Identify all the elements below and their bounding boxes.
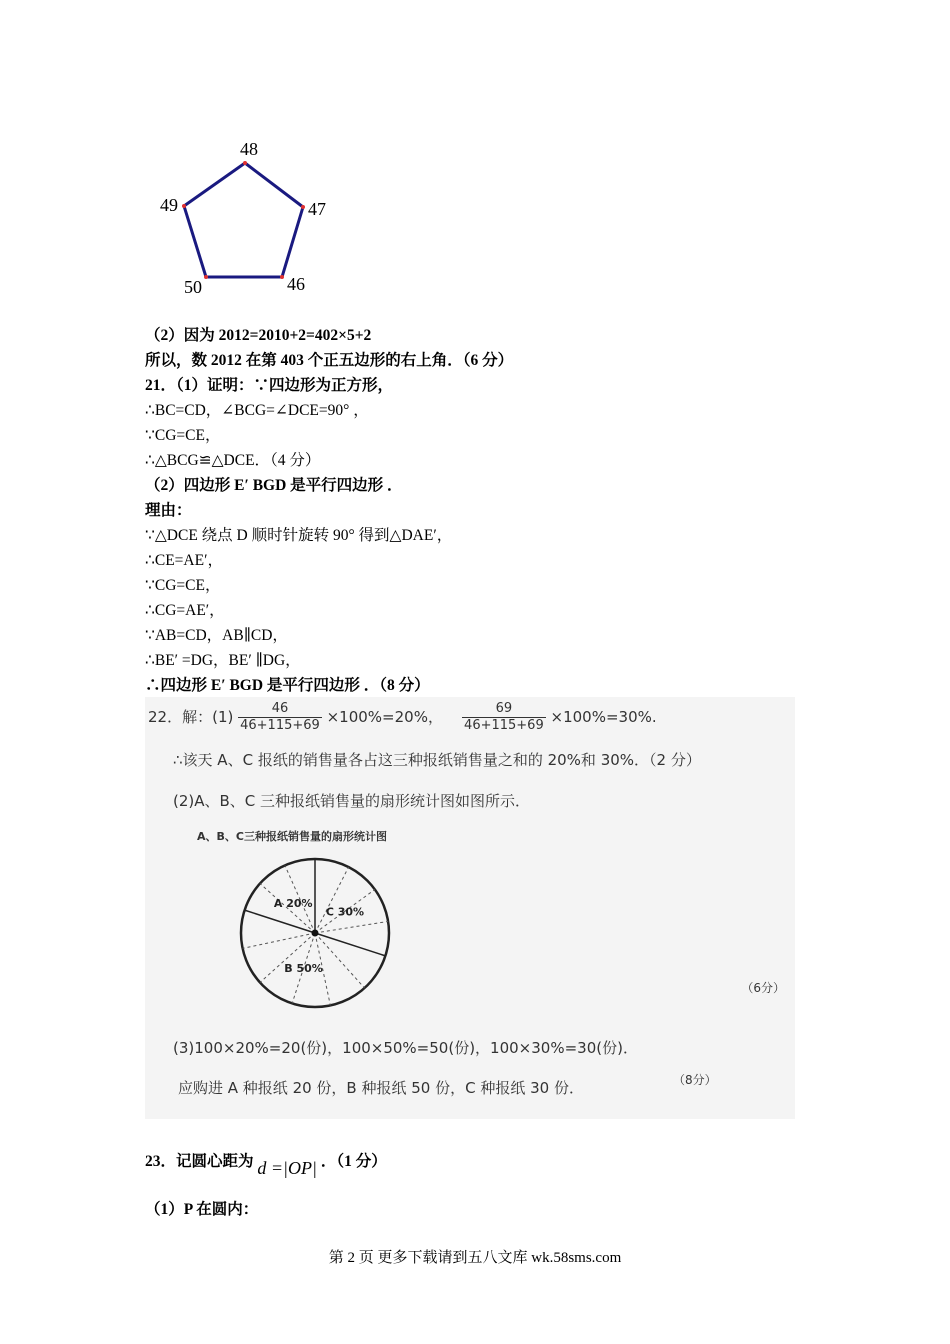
fraction-1-denominator: 46+115+69 [240,718,320,733]
sol23-line2: （1）P 在圆内： [145,1201,259,1218]
pie-ray-b [243,933,315,948]
sol22-prefix: 22．解：(1) [148,708,234,726]
sol21-line9: ∵CG=CE， [145,577,221,594]
fraction-2 [462,701,546,734]
pie-label-c: C 30% [325,905,365,919]
sol22-score8: （8分） [673,1073,717,1087]
fraction-1-numerator: 46 [238,701,322,718]
sol21-line4: ∴△BCG≌△DCE．（4 分） [145,452,321,469]
pie-chart-title: A、B、C三种报纸销售量的扇形统计图 [197,830,387,843]
sol21-line6: 理由： [145,502,192,519]
distance-formula: d =|OP| [257,1158,317,1178]
pie-label-b: B 50% [284,962,323,976]
sol22-line3: (2)A、B、C 三种报纸销售量的扇形统计图如图所示． [173,792,531,810]
vertex-dot [280,275,284,279]
vertex-dot [182,204,186,208]
sol23-score: ．（1 分） [320,1153,387,1170]
pie-label-a: A 20% [273,897,313,911]
sol21-line8: ∴CE=AE′， [145,552,223,569]
sol21-line13: ∴四边形 E′ BGD 是平行四边形 ．（8 分） [145,677,430,694]
fraction-1 [238,701,322,734]
sol21-line10: ∴CG=AE′， [145,602,225,619]
sol21-line2: ∴BC=CD，∠BCG=∠DCE=90° ， [145,402,369,419]
page-footer: 第 2 页 更多下载请到五八文库 wk.58sms.com [328,1250,622,1266]
fraction-2-result: ×100%=30%. [550,708,657,726]
sol23-intro: 23．记圆心距为 [145,1153,254,1170]
vertex-label-top: 48 [240,139,258,159]
sol20-line3: 所以，数 2012 在第 403 个正五边形的右上角．（6 分） [145,352,514,369]
sol22-line4: (3)100×20%=20(份)，100×50%=50(份)，100×30%=30(份)． [173,1039,638,1057]
sol22-score6: （6分） [741,981,785,995]
sol21-line7: ∵△DCE 绕点 D 顺时针旋转 90° 得到△DAE′， [145,527,453,544]
pie-boundary-a [245,910,315,933]
pie-ray-c [315,921,388,933]
pentagon-shape [184,163,303,277]
sol21-line5: （2）四边形 E′ BGD 是平行四边形 ． [145,477,403,494]
sol22-line5: 应购进 A 种报纸 20 份，B 种报纸 50 份，C 种报纸 30 份． [178,1079,584,1097]
sol21-line3: ∵CG=CE， [145,427,221,444]
vertex-label-bottom-right: 46 [287,274,305,294]
vertex-dot [204,275,208,279]
vertex-label-right: 47 [308,199,326,219]
fraction-1-result: ×100%=20%， [326,708,443,726]
pie-chart [235,857,395,1017]
vertex-label-left: 49 [160,195,178,215]
sol22-line2: ∴该天 A、C 报纸的销售量各占这三种报纸销售量之和的 20%和 30%．（2 分） [173,751,701,769]
pentagon-figure [150,135,350,305]
pie-ray-c [315,867,349,933]
sol22-line1 [148,701,657,734]
sol21-line1: 21．（1）证明：∵四边形为正方形， [145,377,394,394]
pie-center [312,930,319,937]
sol20-line2: （2）因为 2012=2010+2=402×5+2 [145,327,372,344]
scanned-solution-22 [145,697,795,1119]
sol23-line1 [145,1150,387,1178]
vertex-label-bottom-left: 50 [184,277,202,297]
pie-boundary-b [315,933,385,956]
sol21-line12: ∴BE′ =DG，BE′ ∥DG， [145,652,301,669]
fraction-2-numerator: 69 [462,701,546,718]
fraction-2-denominator: 46+115+69 [464,718,544,733]
vertex-dot [301,205,305,209]
sol21-line11: ∵AB=CD，AB∥CD， [145,627,288,644]
vertex-dot [243,161,247,165]
